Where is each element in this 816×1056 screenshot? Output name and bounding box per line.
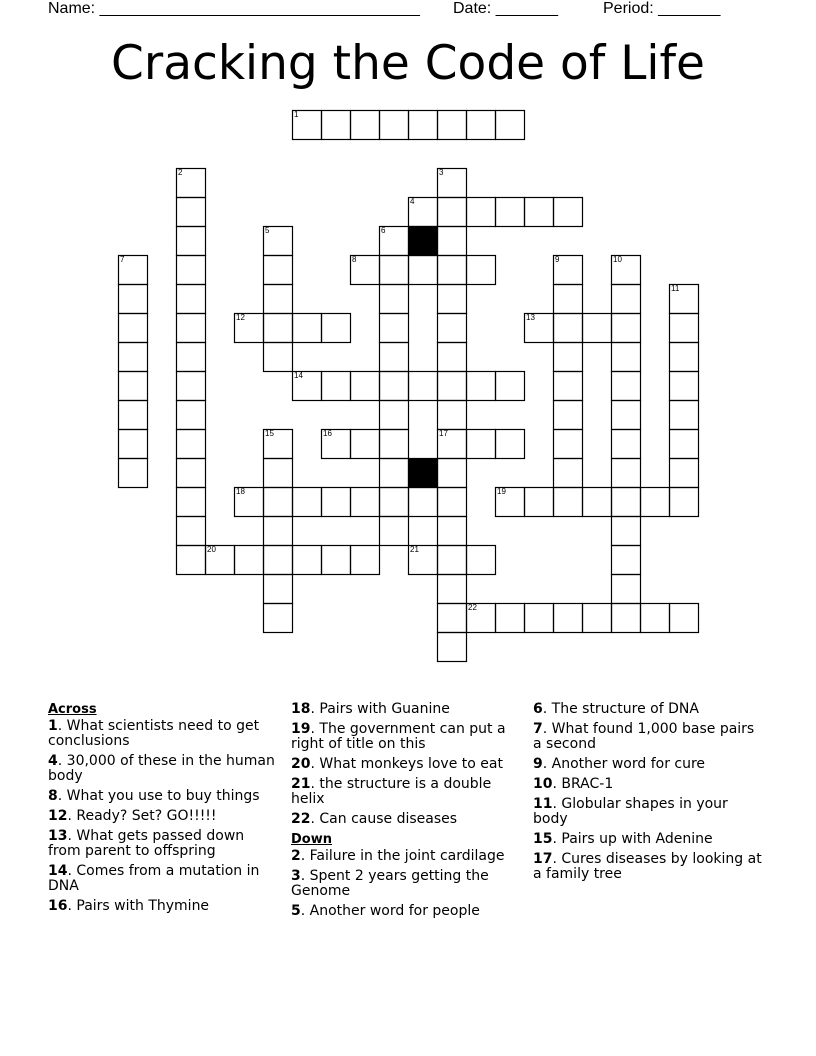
down-heading: Down (291, 832, 332, 847)
cell-outline (409, 256, 438, 285)
cell-number: 5 (265, 226, 270, 235)
cell-outline (554, 343, 583, 372)
cell-outline (438, 459, 467, 488)
cell-outline (438, 169, 467, 198)
cell-outline (670, 459, 699, 488)
cell-outline (438, 517, 467, 546)
cell-outline (177, 256, 206, 285)
cell-outline (380, 314, 409, 343)
cell-outline (409, 372, 438, 401)
clue-down-3: 3. Spent 2 years getting the Genome (291, 868, 489, 899)
cell-outline (351, 111, 380, 140)
cell-outline (612, 401, 641, 430)
cell-outline (322, 546, 351, 575)
cell-outline (119, 459, 148, 488)
cell-outline (496, 430, 525, 459)
cell-outline (351, 488, 380, 517)
cell-number: 7 (120, 255, 125, 264)
cell-outline (351, 256, 380, 285)
cell-number: 6 (381, 226, 386, 235)
cell-number: 16 (323, 429, 332, 438)
cell-outline (380, 256, 409, 285)
cell-outline (380, 517, 409, 546)
cell-number: 19 (497, 487, 506, 496)
cell-outline (641, 604, 670, 633)
cell-number: 11 (671, 284, 680, 293)
cell-outline (293, 372, 322, 401)
cell-outline (264, 314, 293, 343)
cell-outline (612, 343, 641, 372)
cell-outline (322, 111, 351, 140)
cell-outline (293, 314, 322, 343)
cell-outline (612, 256, 641, 285)
cell-outline (670, 314, 699, 343)
cell-number: 1 (294, 110, 299, 119)
cell-outline (380, 227, 409, 256)
clue-down-10: 10. BRAC-1 (533, 776, 614, 792)
clue-across-22: 22. Can cause diseases (291, 811, 458, 827)
cell-outline (264, 575, 293, 604)
cell-outline (264, 256, 293, 285)
cell-number: 4 (410, 197, 415, 206)
cell-outline (612, 285, 641, 314)
cell-outline (409, 198, 438, 227)
cell-outline (380, 430, 409, 459)
cell-outline (612, 575, 641, 604)
cell-outline (409, 546, 438, 575)
cell-outline (293, 111, 322, 140)
cell-outline (670, 372, 699, 401)
cell-outline (380, 285, 409, 314)
clue-down-5: 5. Another word for people (291, 903, 480, 919)
cell-outline (119, 372, 148, 401)
cell-number: 20 (207, 545, 216, 554)
cell-outline (438, 430, 467, 459)
cell-outline (554, 256, 583, 285)
cell-outline (438, 604, 467, 633)
cell-outline (641, 488, 670, 517)
clue-down-9: 9. Another word for cure (533, 756, 706, 772)
cell-outline (554, 604, 583, 633)
cell-number: 9 (555, 255, 560, 264)
cell-outline (670, 604, 699, 633)
cell-outline (670, 430, 699, 459)
cell-outline (380, 459, 409, 488)
cell-outline (496, 372, 525, 401)
cell-outline (583, 604, 612, 633)
cell-outline (409, 111, 438, 140)
clue-down-17: 17. Cures diseases by looking at a family tree (533, 851, 762, 882)
cell-outline (554, 401, 583, 430)
cell-outline (264, 604, 293, 633)
cell-outline (612, 372, 641, 401)
clue-down-7: 7. What found 1,000 base pairs a second (533, 721, 755, 752)
cell-outline (525, 488, 554, 517)
period-field[interactable]: Period: _______ (603, 0, 721, 17)
cell-outline (177, 546, 206, 575)
clue-across-18: 18. Pairs with Guanine (291, 701, 450, 717)
clue-down-11: 11. Globular shapes in your body (533, 796, 728, 827)
cell-outline (438, 314, 467, 343)
cell-outline (264, 227, 293, 256)
cell-outline (380, 488, 409, 517)
cell-outline (322, 314, 351, 343)
cell-outline (612, 314, 641, 343)
cell-outline (177, 430, 206, 459)
cell-outline (438, 111, 467, 140)
cell-number: 13 (526, 313, 535, 322)
cell-outline (438, 372, 467, 401)
cell-outline (670, 343, 699, 372)
cell-outline (409, 488, 438, 517)
cell-outline (612, 546, 641, 575)
cell-outline (119, 314, 148, 343)
cell-number: 3 (439, 168, 444, 177)
cell-outline (438, 488, 467, 517)
cell-outline (467, 198, 496, 227)
cell-outline (583, 314, 612, 343)
cell-outline (612, 459, 641, 488)
cell-outline (554, 314, 583, 343)
cell-outline (438, 401, 467, 430)
cell-outline (612, 430, 641, 459)
cell-outline (670, 285, 699, 314)
cell-number: 14 (294, 371, 303, 380)
clue-across-8: 8. What you use to buy things (48, 788, 260, 804)
clue-across-14: 14. Comes from a mutation in DNA (48, 863, 260, 894)
cell-outline (351, 372, 380, 401)
cell-outline (380, 372, 409, 401)
cell-outline (177, 517, 206, 546)
cell-outline (525, 604, 554, 633)
cell-outline (119, 343, 148, 372)
cell-outline (496, 604, 525, 633)
cell-outline (496, 198, 525, 227)
cell-outline (554, 488, 583, 517)
cell-outline (264, 285, 293, 314)
clue-across-20: 20. What monkeys love to eat (291, 756, 503, 772)
cell-outline (438, 343, 467, 372)
cell-outline (467, 546, 496, 575)
cell-number: 21 (410, 545, 419, 554)
cell-outline (235, 488, 264, 517)
cell-outline (670, 488, 699, 517)
cell-outline (438, 256, 467, 285)
cell-outline (264, 488, 293, 517)
cell-outline (554, 459, 583, 488)
cell-outline (177, 169, 206, 198)
cell-outline (322, 372, 351, 401)
cell-outline (496, 488, 525, 517)
cell-outline (119, 401, 148, 430)
cell-outline (119, 256, 148, 285)
clue-across-21: 21. the structure is a double helix (291, 776, 492, 807)
cell-outline (496, 111, 525, 140)
cell-outline (177, 198, 206, 227)
clue-column-1 (48, 702, 278, 919)
cell-number: 12 (236, 313, 245, 322)
cell-outline (612, 488, 641, 517)
clue-column-2 (291, 702, 521, 924)
cell-outline (467, 256, 496, 285)
cell-outline (293, 488, 322, 517)
cell-number: 10 (613, 255, 622, 264)
cell-outline (177, 227, 206, 256)
cell-outline (554, 285, 583, 314)
clue-down-15: 15. Pairs up with Adenine (533, 831, 713, 847)
cell-outline (554, 198, 583, 227)
cell-outline (351, 546, 380, 575)
cell-outline (235, 546, 264, 575)
cell-outline (177, 285, 206, 314)
cell-outline (177, 488, 206, 517)
cell-outline (670, 401, 699, 430)
cell-outline (264, 517, 293, 546)
clue-across-16: 16. Pairs with Thymine (48, 898, 210, 914)
cell-outline (177, 314, 206, 343)
cell-outline (438, 198, 467, 227)
cell-number: 18 (236, 487, 245, 496)
cell-outline (438, 546, 467, 575)
cell-outline (409, 227, 438, 256)
cell-outline (438, 575, 467, 604)
cell-outline (351, 430, 380, 459)
cell-number: 17 (439, 429, 448, 438)
cell-outline (380, 343, 409, 372)
page-title: Cracking the Code of Life (111, 36, 705, 91)
cell-outline (264, 546, 293, 575)
cell-outline (293, 546, 322, 575)
clue-across-4: 4. 30,000 of these in the human body (48, 753, 275, 784)
cell-outline (177, 459, 206, 488)
cell-outline (264, 430, 293, 459)
cell-outline (235, 314, 264, 343)
cell-outline (322, 430, 351, 459)
cell-outline (438, 633, 467, 662)
clue-across-13: 13. What gets passed down from parent to offspring (48, 828, 245, 859)
clue-across-1: 1. What scientists need to get conclusions (48, 718, 260, 749)
cell-outline (467, 604, 496, 633)
cell-outline (380, 111, 409, 140)
cell-number: 8 (352, 255, 357, 264)
cell-outline (467, 430, 496, 459)
cell-outline (467, 111, 496, 140)
cell-outline (525, 314, 554, 343)
cell-outline (467, 372, 496, 401)
cell-outline (177, 372, 206, 401)
cell-outline (177, 401, 206, 430)
cell-number: 2 (178, 168, 183, 177)
clue-across-12: 12. Ready? Set? GO!!!!! (48, 808, 217, 824)
cell-outline (264, 459, 293, 488)
clue-down-6: 6. The structure of DNA (533, 701, 699, 717)
cell-outline (206, 546, 235, 575)
cell-outline (554, 430, 583, 459)
across-heading: Across (48, 702, 97, 717)
cell-outline (612, 604, 641, 633)
date-field[interactable]: Date: _______ (453, 0, 558, 17)
cell-outline (177, 343, 206, 372)
cell-outline (380, 401, 409, 430)
cell-number: 15 (265, 429, 274, 438)
clue-across-19: 19. The government can put a right of title on this (291, 721, 506, 752)
cell-outline (525, 198, 554, 227)
cell-outline (583, 488, 612, 517)
cell-outline (322, 488, 351, 517)
cell-outline (409, 459, 438, 488)
cell-outline (612, 517, 641, 546)
cell-outline (119, 285, 148, 314)
cell-outline (438, 227, 467, 256)
cell-outline (438, 285, 467, 314)
cell-number: 22 (468, 603, 477, 612)
cell-outline (119, 430, 148, 459)
cell-outline (554, 372, 583, 401)
clue-down-2: 2. Failure in the joint cardilage (291, 848, 505, 864)
cell-outline (264, 343, 293, 372)
clue-column-3 (533, 702, 763, 887)
name-field[interactable]: Name: ____________________________________ (48, 0, 420, 17)
